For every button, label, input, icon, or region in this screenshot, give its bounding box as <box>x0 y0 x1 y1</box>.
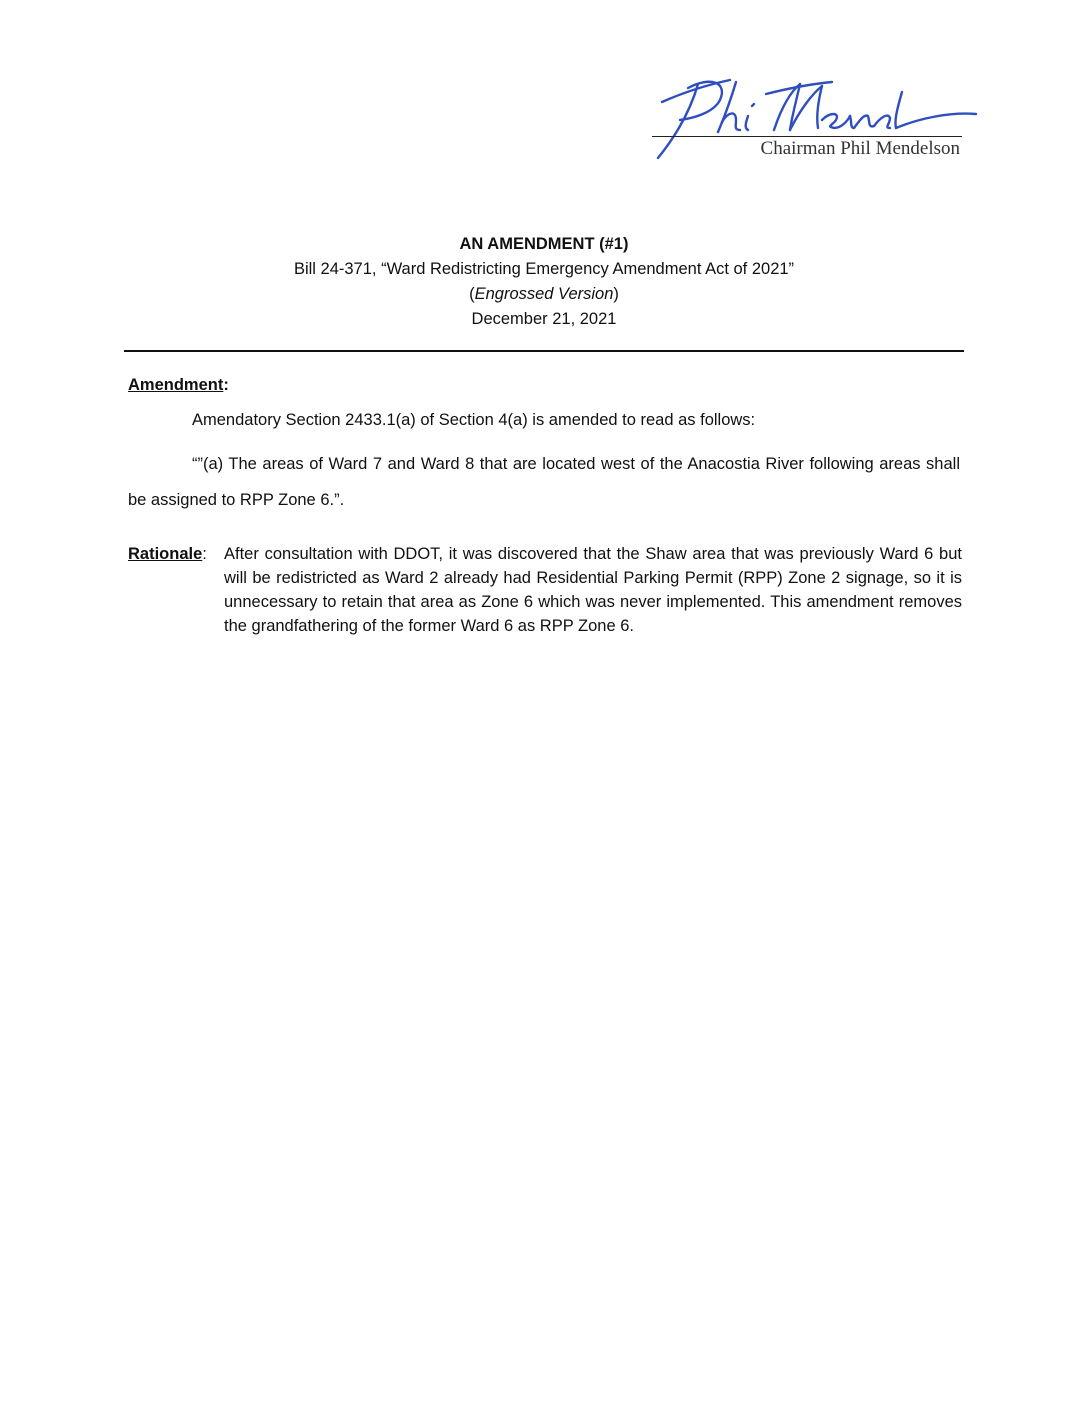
rationale-label: Rationale <box>128 545 203 563</box>
rationale-heading <box>128 542 207 566</box>
signer-name: Chairman Phil Mendelson <box>760 138 960 159</box>
amendment-label: Amendment <box>128 376 224 394</box>
amendment-title: AN AMENDMENT (#1) <box>459 235 629 253</box>
amendment-colon: : <box>223 376 229 394</box>
signature-block <box>650 72 980 172</box>
amended-text-paragraph: “”(a) The areas of Ward 7 and Ward 8 that are located west of the Anacostia River following areas shall be assigned to RPP Zone 6.”. <box>128 455 960 509</box>
signature-line <box>652 136 962 137</box>
version-line <box>0 282 1088 307</box>
header-divider <box>124 350 964 352</box>
amendatory-instruction: Amendatory Section 2433.1(a) of Section 4(a) is amended to read as follows: <box>192 411 756 429</box>
version-label: Engrossed Version <box>474 285 614 303</box>
amendment-section-heading <box>128 376 229 395</box>
version-open-paren: ( <box>469 285 475 303</box>
version-close-paren: ) <box>613 285 619 303</box>
bill-title: Bill 24-371, “Ward Redistricting Emergency Amendment Act of 2021” <box>293 260 795 278</box>
amendment-header <box>0 232 1088 332</box>
rationale-colon: : <box>202 545 207 563</box>
rationale-section <box>128 542 962 638</box>
amendment-date: December 21, 2021 <box>471 310 617 328</box>
rationale-text: After consultation with DDOT, it was discovered that the Shaw area that was previously Ward 6 but will be redistricted as Ward 2 already had Residential Parking Permit (RPP) Zone 2 signage, so it is unnecessary to retain that area as Zone 6 which was never implemented. This amendment removes the grandfathering of the former Ward 6 as RPP Zone 6. <box>224 545 962 635</box>
